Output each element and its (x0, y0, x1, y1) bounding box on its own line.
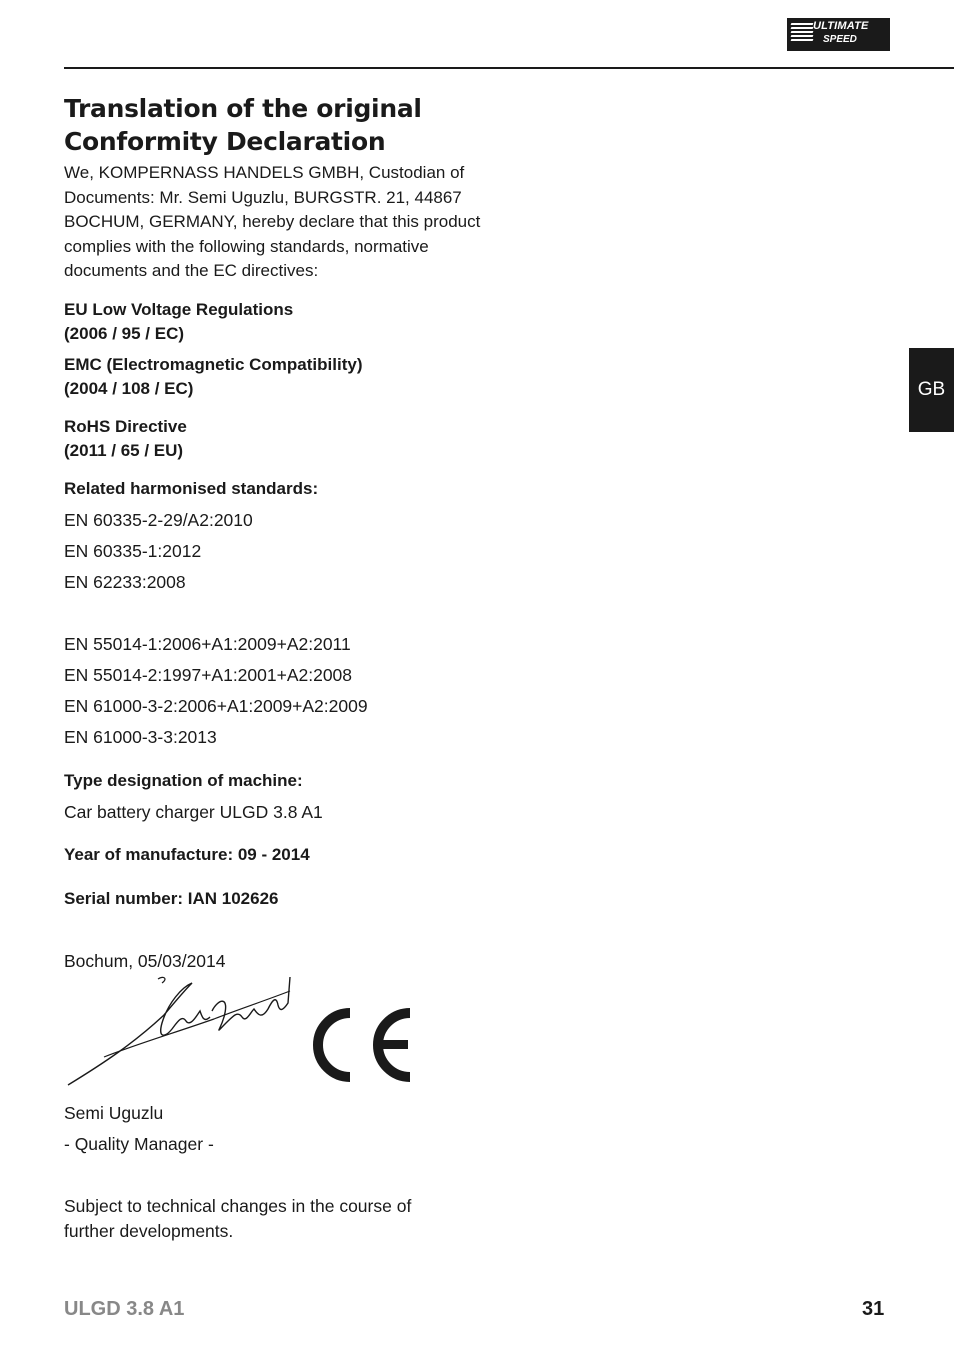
intro-paragraph: We, KOMPERNASS HANDELS GMBH, Custodian of Documents: Mr. Semi Uguzlu, BURGSTR. 21, 44867 BOCHUM, GERMANY, hereby declare that this product complies with the following standards, normative documents and the EC directives: (64, 163, 481, 281)
header-rule (64, 67, 954, 69)
signatory-name: Semi Uguzlu (64, 1102, 164, 1123)
logo-text-bottom: SPEED (823, 34, 857, 45)
logo-text-top: ULTIMATE (813, 20, 869, 32)
standard-item: EN 61000-3-3:2013 (64, 726, 217, 747)
ce-mark-icon (310, 1007, 414, 1083)
standards-list-1 (64, 508, 484, 594)
standard-item: EN 55014-1:2006+A1:2009+A2:2011 (64, 633, 351, 654)
directive-name: EMC (Electromagnetic Compatibility) (64, 354, 363, 374)
signatory-role: - Quality Manager - (64, 1133, 214, 1154)
standards-heading: Related harmonised standards: (64, 478, 319, 498)
page-title (64, 92, 484, 158)
type-value: Car battery charger ULGD 3.8 A1 (64, 801, 323, 822)
serial-number: Serial number: IAN 102626 (64, 888, 279, 908)
standard-item: EN 60335-1:2012 (64, 540, 202, 561)
brand-logo (787, 18, 890, 51)
standard-item: EN 60335-2-29/A2:2010 (64, 509, 253, 530)
directive-block (64, 353, 484, 401)
language-tab: GB (909, 348, 954, 432)
directive-code: (2011 / 65 / EU) (64, 440, 184, 460)
title-line-1: Translation of the original (64, 94, 422, 123)
directive-name: EU Low Voltage Regulations (64, 299, 294, 319)
title-line-2: Conformity Declaration (64, 127, 386, 156)
directive-code: (2006 / 95 / EC) (64, 323, 185, 343)
standards-list-2 (64, 632, 484, 749)
page-number: 31 (862, 1298, 885, 1320)
standard-item: EN 55014-2:1997+A1:2001+A2:2008 (64, 664, 353, 685)
signature-area (64, 973, 484, 1101)
place-date: Bochum, 05/03/2014 (64, 950, 226, 971)
directive-code: (2004 / 108 / EC) (64, 378, 194, 398)
directive-block (64, 298, 484, 346)
footer-model: ULGD 3.8 A1 (64, 1298, 185, 1320)
standard-item: EN 61000-3-2:2006+A1:2009+A2:2009 (64, 695, 368, 716)
standard-item: EN 62233:2008 (64, 571, 186, 592)
disclaimer: Subject to technical changes in the course of further developments. (64, 1195, 412, 1241)
year-of-manufacture: Year of manufacture: 09 - 2014 (64, 844, 310, 864)
declaration-body (64, 92, 484, 1244)
logo-stripes (791, 23, 813, 43)
signature-icon (64, 973, 304, 1091)
directive-block (64, 415, 484, 463)
type-heading: Type designation of machine: (64, 770, 303, 790)
directive-name: RoHS Directive (64, 416, 187, 436)
